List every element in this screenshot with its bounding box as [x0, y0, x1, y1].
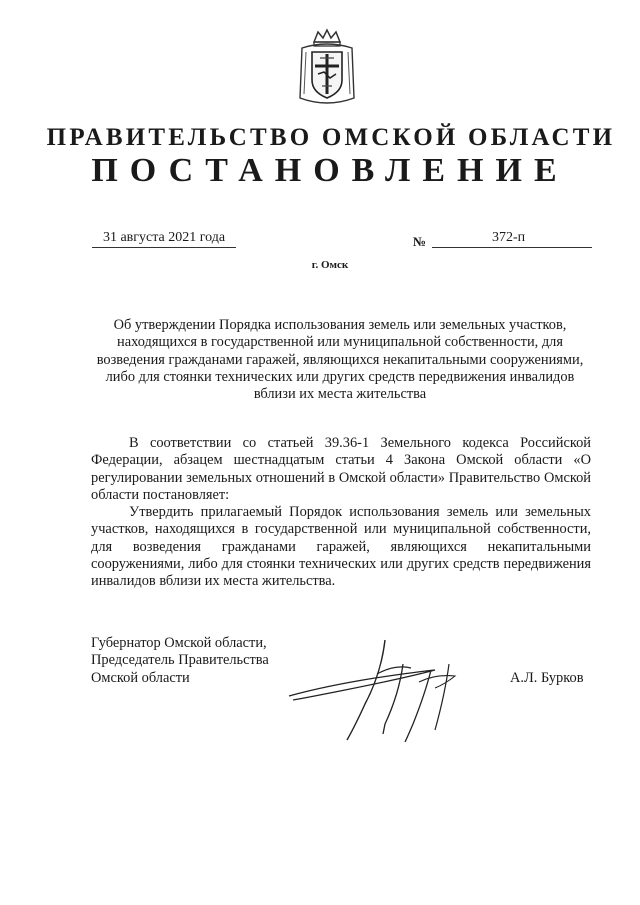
body-paragraph: Утвердить прилагаемый Порядок использования земель или земельных участков, находящихся в государственной или муниципальной собственности, для возведения гражданами гаражей, являющихся некапитальными сооружениями, либо для стоянки технических или других средств передвижения инвалидов вблизи их места жительства.	[91, 504, 591, 590]
document-type: ПОСТАНОВЛЕНИЕ	[91, 152, 569, 189]
signatory-line: Губернатор Омской области,	[91, 635, 267, 651]
signer-name: А.Л. Бурков	[510, 670, 584, 686]
document-date: 31 августа 2021 года	[92, 230, 236, 248]
signatory-line: Председатель Правительства	[91, 652, 269, 669]
body-paragraph: В соответствии со статьей 39.36-1 Земельного кодекса Российской Федерации, абзацем шестнадцатым статьи 4 Закона Омской области «О регулировании земельных отношений в Омской области» Правительство Омской области постановляет:	[91, 435, 591, 503]
handwritten-signature	[285, 634, 465, 744]
document-number: 372-п	[432, 230, 592, 248]
signatory-line: Омской области	[91, 669, 190, 686]
signatory-position	[91, 635, 269, 687]
coat-of-arms-icon	[296, 28, 358, 110]
document-body	[91, 435, 591, 591]
document-title: Об утверждении Порядка использования земель или земельных участков, находящихся в государственной или муниципальной собственности, для возведения гражданами гаражей, являющихся некапитальными сооружениями, либо для стоянки технических или других средств передвижения инвалидов вблизи их места жительства	[96, 317, 584, 403]
number-label: №	[413, 234, 427, 249]
city-line: г. Омск	[311, 259, 349, 271]
organization-name: ПРАВИТЕЛЬСТВО ОМСКОЙ ОБЛАСТИ	[46, 124, 616, 151]
